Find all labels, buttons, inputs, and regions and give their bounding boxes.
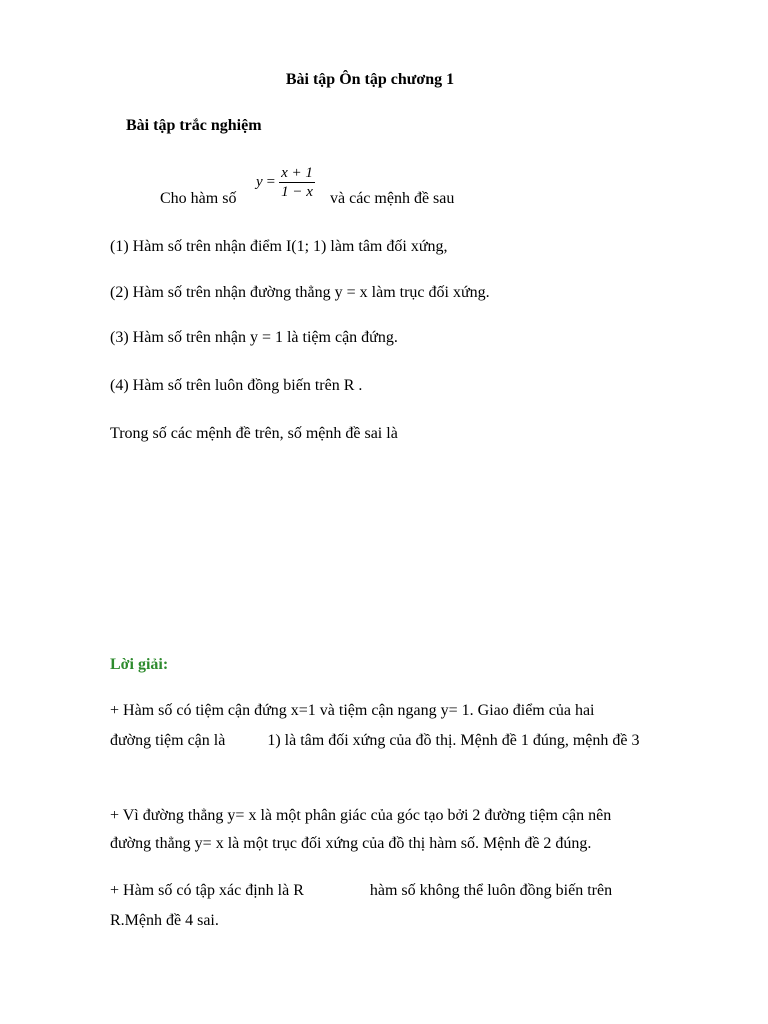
statement-3: (3) Hàm số trên nhận y = 1 là tiệm cận đứng. — [110, 329, 398, 346]
formula-lhs: y — [256, 174, 263, 190]
solution-p3-text-b: hàm số không thể luôn đồng biến trên — [369, 882, 613, 899]
intro-prefix: Cho hàm số — [160, 190, 237, 207]
solution-p1-text-a: đường tiệm cận là — [110, 732, 226, 749]
solution-p3-text-a: + Hàm số có tập xác định là R — [110, 882, 304, 899]
solution-paragraph-2-line-2: đường thẳng y= x là một trục đối xứng của đồ thị hàm số. Mệnh đề 2 đúng. — [110, 835, 592, 852]
solution-paragraph-1-line-1: + Hàm số có tiệm cận đứng x=1 và tiệm cận ngang y= 1. Giao điểm của hai — [110, 702, 595, 719]
page-title: Bài tập Ôn tập chương 1 — [285, 71, 455, 88]
solution-p1-text-b: 1) là tâm đối xứng của đồ thị. Mệnh đề 1 đúng, mệnh đề 3 — [267, 732, 640, 749]
solution-paragraph-2-line-1: + Vì đường thẳng y= x là một phân giác của góc tạo bởi 2 đường tiệm cận nên — [110, 807, 612, 824]
section-heading: Bài tập trắc nghiệm — [126, 117, 262, 134]
solution-heading: Lời giải: — [110, 656, 169, 673]
intro-suffix: và các mệnh đề sau — [330, 190, 455, 207]
statement-1: (1) Hàm số trên nhận điểm I(1; 1) làm tâm đối xứng, — [110, 238, 448, 255]
formula-denominator: 1 − x — [281, 184, 313, 200]
statement-2: (2) Hàm số trên nhận đường thẳng y = x làm trục đối xứng. — [110, 284, 490, 301]
solution-paragraph-3-line-1 — [110, 881, 612, 901]
formula-numerator: x + 1 — [281, 165, 313, 181]
question-text: Trong số các mệnh đề trên, số mệnh đề sai là — [110, 425, 398, 442]
solution-paragraph-1-line-2 — [110, 731, 639, 751]
formula-equals: = — [266, 174, 276, 190]
function-formula — [256, 164, 315, 201]
formula-fraction — [279, 164, 315, 201]
solution-paragraph-3-line-2: R.Mệnh đề 4 sai. — [110, 912, 219, 929]
statement-4: (4) Hàm số trên luôn đồng biến trên R . — [110, 377, 363, 394]
